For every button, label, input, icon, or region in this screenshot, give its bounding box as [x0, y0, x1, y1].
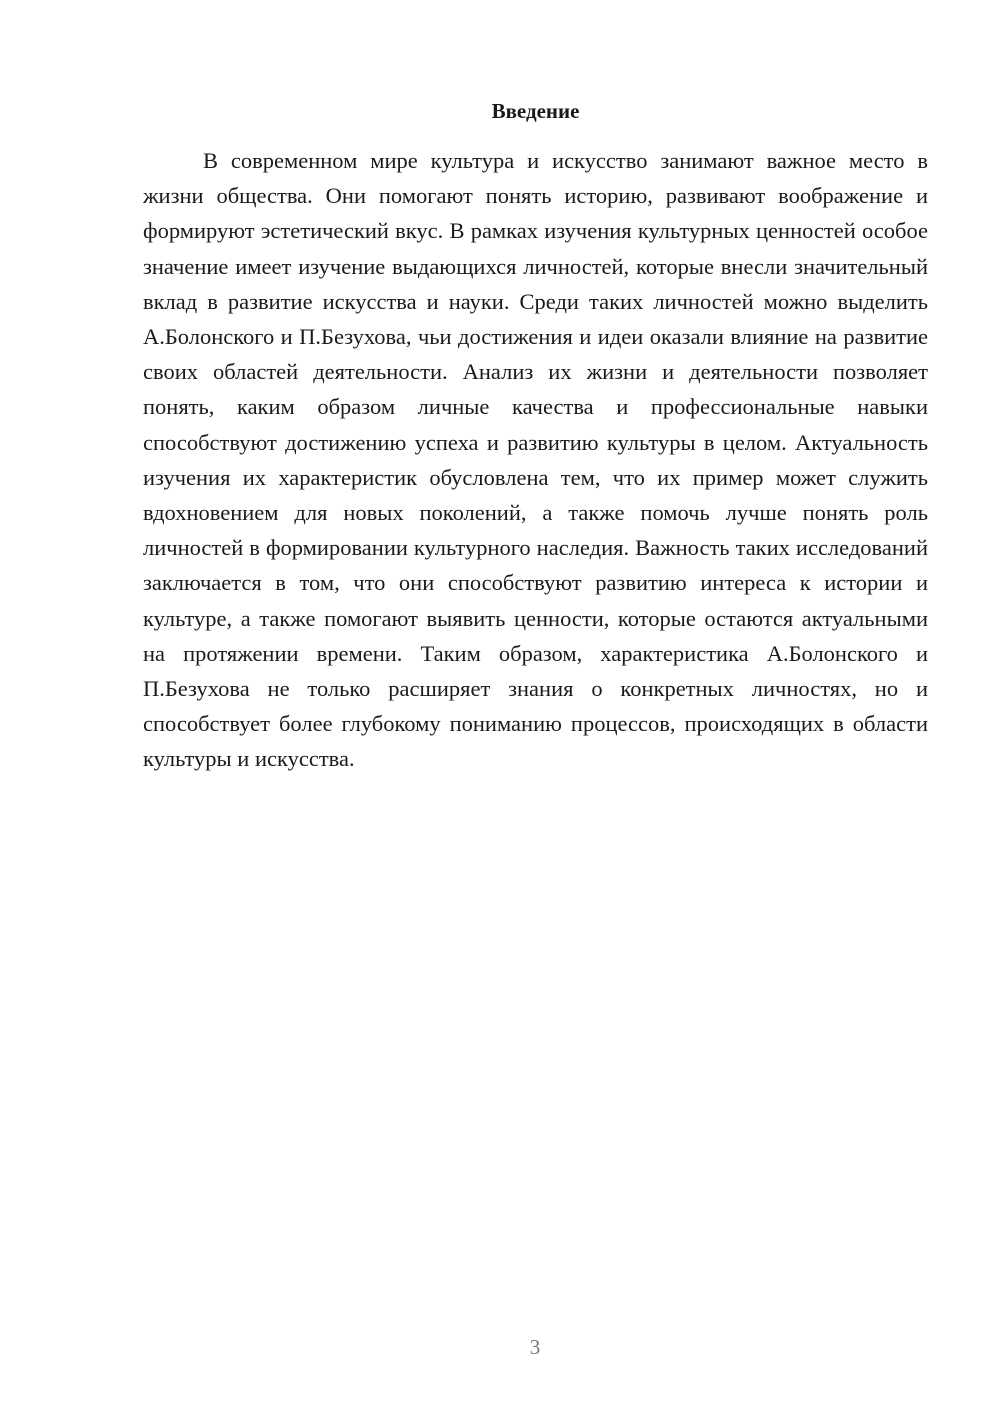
body-paragraph: В современном мире культура и искусство занимают важное место в жизни общества. Они помогают понять историю, развивают воображение и формируют эстетический вкус. В рамках изучения культурных ценностей особое значение имеет изучение выдающихся личностей, которые внесли значительный вклад в развитие искусства и науки. Среди таких личностей можно выделить А.Болонского и П.Безухова, чьи достижения и идеи оказали влияние на развитие своих областей деятельности. Анализ их жизни и деятельности позволяет понять, каким образом личные качества и профессиональные навыки способствуют достижению успеха и развитию культуры в целом. Актуальность изучения их характеристик обусловлена тем, что их пример может служить вдохновением для новых поколений, а также помочь лучше понять роль личностей в формировании культурного наследия. Важность таких исследований заключается в том, что они способствуют развитию интереса к истории и культуре, а также помогают выявить ценности, которые остаются актуальными на протяжении времени. Таким образом, характеристика А.Болонского и П.Безухова не только расширяет знания о конкретных личностях, но и способствует более глубокому пониманию процессов, происходящих в области культуры и искусства.	[143, 148, 928, 772]
page-number: 3	[529, 1335, 541, 1359]
section-heading: Введение	[491, 99, 580, 123]
